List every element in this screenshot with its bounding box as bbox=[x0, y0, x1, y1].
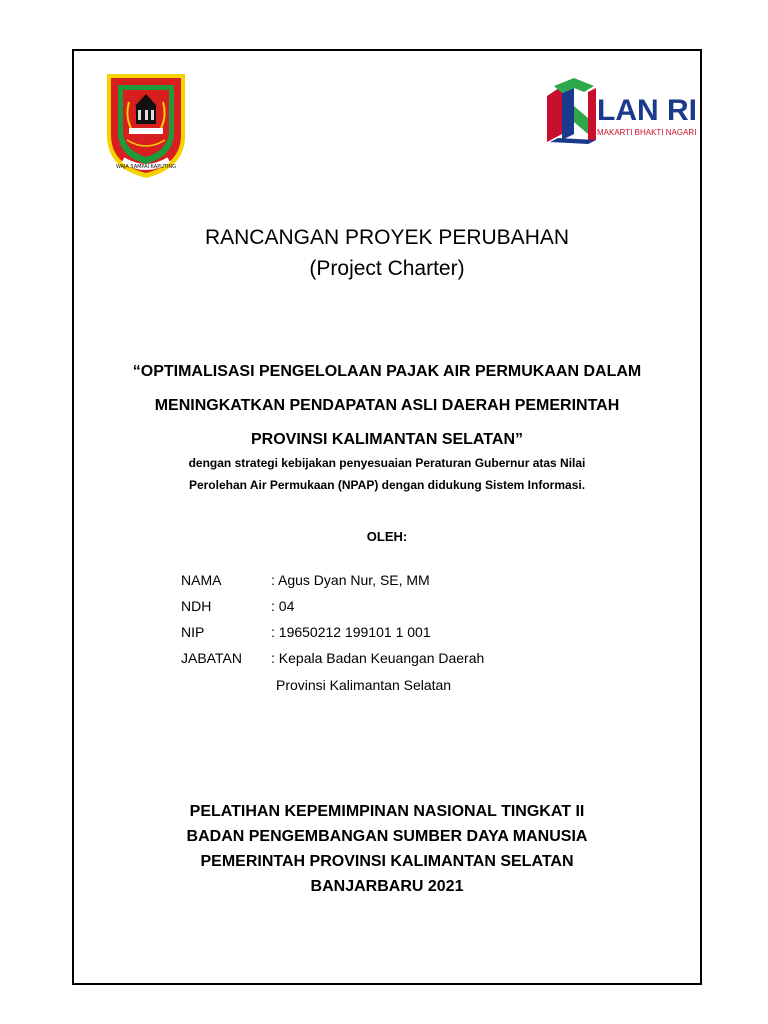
ndh-label: NDH bbox=[181, 598, 212, 614]
name-value: : Agus Dyan Nur, SE, MM bbox=[271, 572, 430, 588]
by-label: OLEH: bbox=[366, 529, 408, 544]
ndh-value: : 04 bbox=[271, 598, 295, 614]
author-info bbox=[181, 567, 484, 699]
position-value: : Kepala Badan Keuangan Daerah bbox=[271, 650, 485, 666]
project-description bbox=[72, 452, 702, 496]
province-seal-logo bbox=[105, 72, 187, 180]
footer-line: BANJARBARU 2021 bbox=[310, 878, 464, 895]
position-value-continued: Provinsi Kalimantan Selatan bbox=[276, 677, 452, 693]
footer-line: PEMERINTAH PROVINSI KALIMANTAN SELATAN bbox=[200, 853, 574, 870]
project-description-line: Perolehan Air Permukaan (NPAP) dengan didukung Sistem Informasi. bbox=[188, 478, 586, 492]
footer-line: PELATIHAN KEPEMIMPINAN NASIONAL TINGKAT II bbox=[189, 803, 585, 820]
project-title-line: MENINGKATKAN PENDAPATAN ASLI DAERAH PEMERINTAH bbox=[154, 397, 620, 414]
name-label: NAMA bbox=[181, 572, 222, 588]
lan-ri-logo bbox=[544, 78, 697, 148]
title-main: RANCANGAN PROYEK PERUBAHAN bbox=[204, 226, 570, 249]
footer-line: BADAN PENGEMBANGAN SUMBER DAYA MANUSIA bbox=[186, 828, 588, 845]
author-position-row bbox=[181, 645, 484, 671]
author-name-row bbox=[181, 567, 484, 593]
nip-label: NIP bbox=[181, 624, 205, 640]
project-title-line: “OPTIMALISASI PENGELOLAAN PAJAK AIR PERMUKAAN DALAM bbox=[132, 363, 642, 380]
project-title bbox=[72, 355, 702, 457]
institution-footer bbox=[72, 799, 702, 899]
lan-ri-tagline: MAKARTI BHAKTI NAGARI bbox=[597, 128, 697, 137]
author-nip-row bbox=[181, 619, 484, 645]
nip-value: : 19650212 199101 1 001 bbox=[271, 624, 431, 640]
author-ndh-row bbox=[181, 593, 484, 619]
title-subtitle: (Project Charter) bbox=[309, 257, 465, 280]
position-label: JABATAN bbox=[181, 650, 242, 666]
project-description-line: dengan strategi kebijakan penyesuaian Peraturan Gubernur atas Nilai bbox=[188, 456, 586, 470]
project-title-line: PROVINSI KALIMANTAN SELATAN” bbox=[251, 431, 523, 448]
seal-motto: WAJA SAMPAI KAPUTING bbox=[115, 164, 177, 170]
document-title bbox=[72, 224, 702, 283]
lan-ri-wordmark: LAN RI bbox=[597, 94, 697, 127]
